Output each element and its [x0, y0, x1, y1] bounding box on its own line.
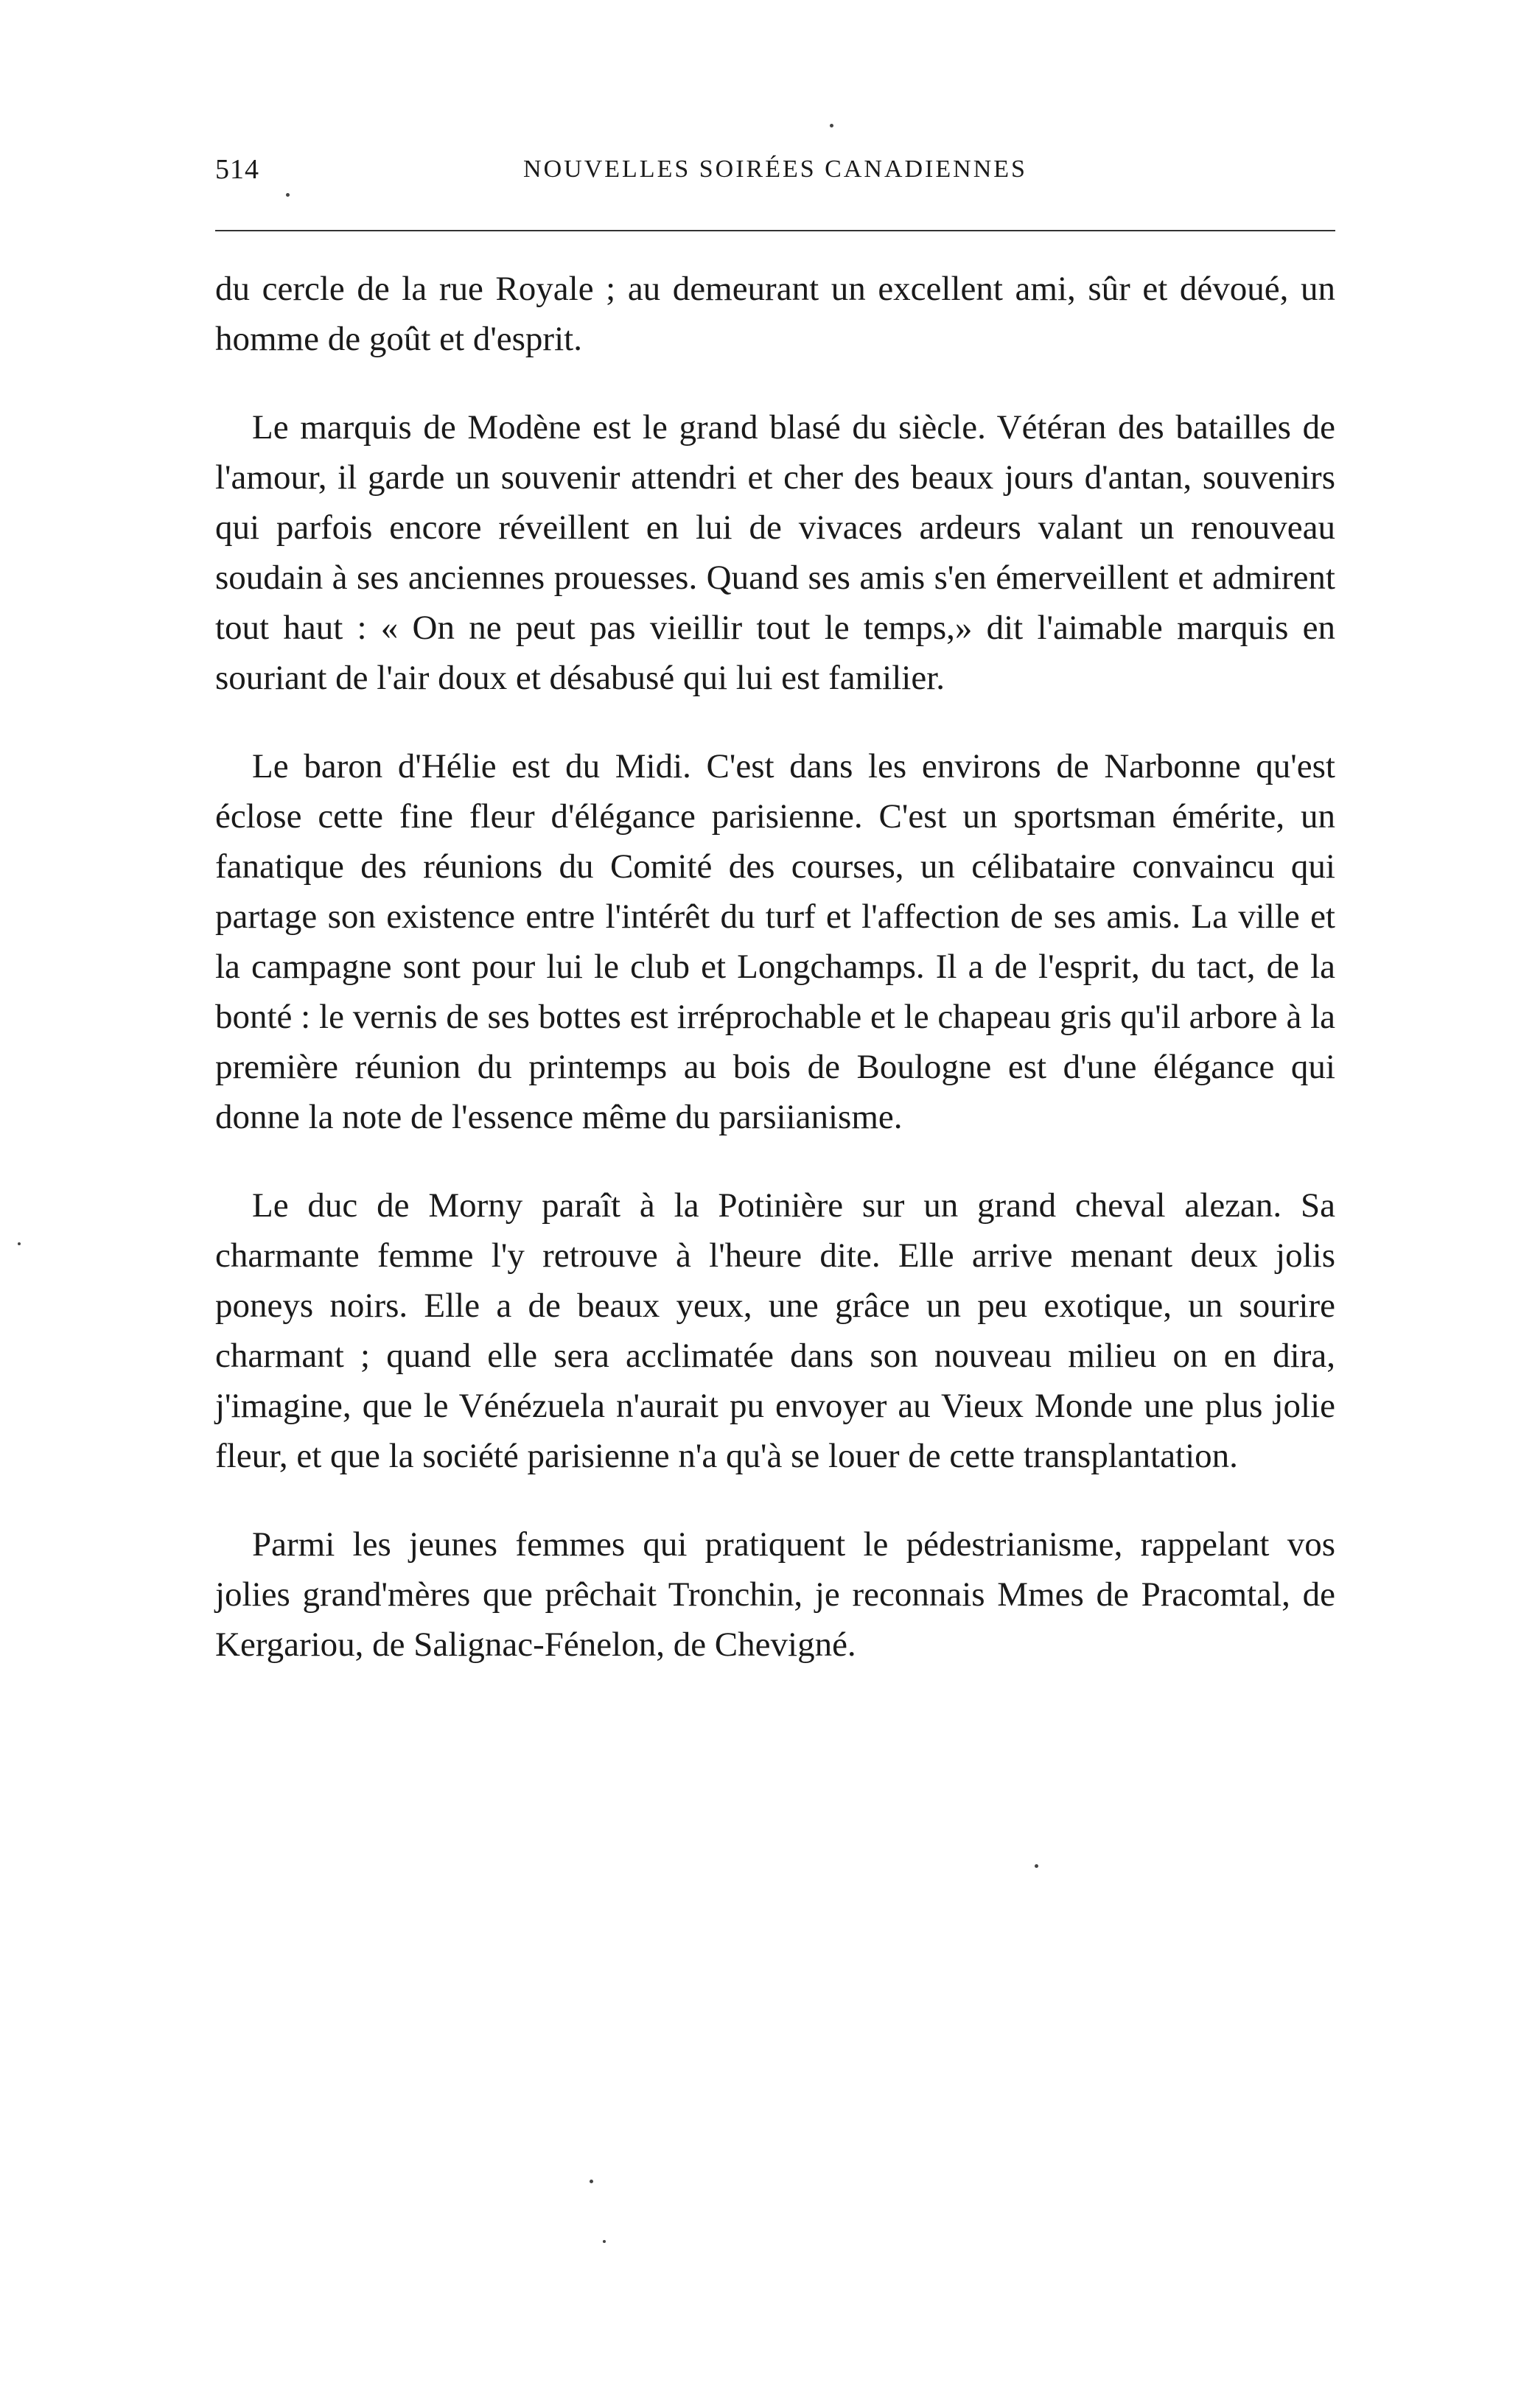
paragraph-pedestrianisme: Parmi les jeunes femmes qui pratiquent le pédestrianisme, rappelant vos jolies grand'mères que prêchait Tronchin, je reconnais Mmes de Pracomtal, de Kergariou, de Salignac-Fénelon, de Chevigné.: [215, 1525, 1335, 1664]
header-rule: [215, 230, 1335, 231]
scan-speck: [830, 124, 833, 127]
page-header: [215, 147, 1335, 192]
text-body: [215, 264, 1335, 1670]
scan-speck: [1035, 1864, 1038, 1868]
paragraph-baron-d-helie: Le baron d'Hélie est du Midi. C'est dans les environs de Narbonne qu'est éclose cette fine fleur d'élégance parisienne. C'est un sportsman émérite, un fanatique des réunions du Comité des courses, un célibataire convaincu qui partage son existence entre l'intérêt du turf et l'affection de ses amis. La ville et la campagne sont pour lui le club et Longchamps. Il a de l'esprit, du tact, de la bonté : le vernis de ses bottes est irréprochable et le chapeau gris qu'il arbore à la première réunion du printemps au bois de Boulogne est d'une élégance qui donne la note de l'essence même du parsiianisme.: [215, 747, 1335, 1136]
scan-speck: [286, 193, 290, 197]
scan-speck: [18, 1242, 21, 1245]
paragraph-marquis-de-modene: Le marquis de Modène est le grand blasé du siècle. Vétéran des batailles de l'amour, il garde un souvenir attendri et cher des beaux jours d'antan, souvenirs qui parfois encore réveillent en lui de vivaces ardeurs valant un renouveau soudain à ses anciennes prouesses. Quand ses amis s'en émerveillent et admirent tout haut : « On ne peut pas vieillir tout le temps,» dit l'aimable marquis en souriant de l'air doux et désabusé qui lui est familier.: [215, 408, 1335, 697]
paragraph-duc-de-morny: Le duc de Morny paraît à la Potinière sur un grand cheval alezan. Sa charmante femme l'y retrouve à l'heure dite. Elle arrive menant deux jolis poneys noirs. Elle a de beaux yeux, une grâce un peu exotique, un sourire charmant ; quand elle sera acclimatée dans son nouveau milieu on en dira, j'imagine, que le Vénézuela n'aurait pu envoyer au Vieux Monde une plus jolie fleur, et que la société parisienne n'a qu'à se louer de cette transplantation.: [215, 1186, 1335, 1475]
running-title: NOUVELLES SOIRÉES CANADIENNES: [523, 155, 1027, 183]
paragraph-continued: du cercle de la rue Royale ; au demeurant un excellent ami, sûr et dévoué, un homme de goût et d'esprit.: [215, 270, 1335, 358]
page-number: 514: [215, 154, 259, 185]
scan-speck: [590, 2180, 593, 2183]
scan-speck: [603, 2240, 606, 2243]
